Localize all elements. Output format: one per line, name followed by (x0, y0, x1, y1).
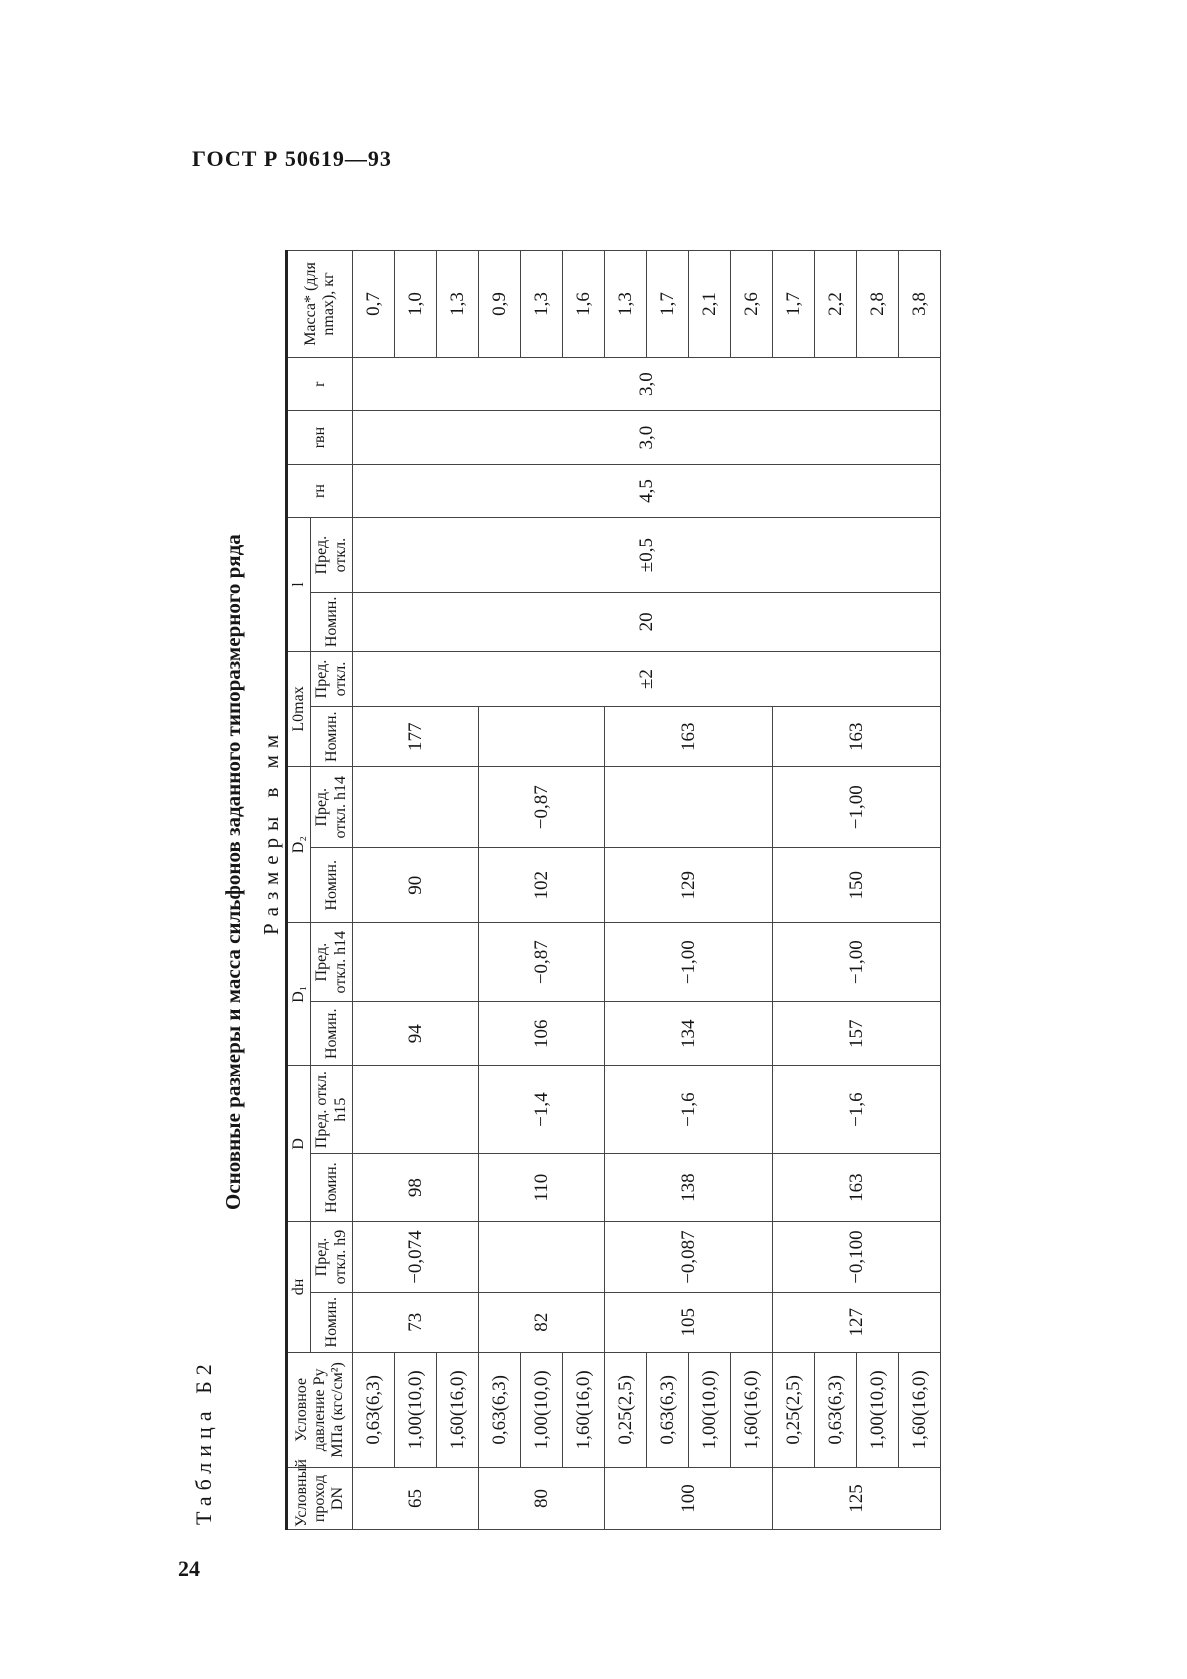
dn-nom-cell: 82 (479, 1292, 605, 1352)
r-cell: 3,0 (353, 357, 941, 410)
l0-dev-cell: ±2 (353, 651, 941, 707)
col-d1-nom: Номин. (311, 1002, 353, 1066)
d-nom-cell: 110 (479, 1153, 605, 1221)
d-nom-cell: 138 (605, 1153, 773, 1221)
py-cell: 1,00(10,0) (521, 1352, 563, 1467)
d1-dev-cell: −1,00 (605, 923, 773, 1002)
l0-nom-cell: 177 (353, 707, 479, 767)
d-nom-cell: 163 (773, 1153, 941, 1221)
mass-cell: 1,3 (437, 251, 479, 358)
py-cell: 1,00(10,0) (689, 1352, 731, 1467)
dn-dev-cell: −0,074 (353, 1222, 479, 1293)
col-d2-group: D₂ (287, 767, 311, 923)
rotated-table-block (185, 235, 1120, 1545)
table-caption: Основные размеры и масса сильфонов заданного типоразмерного ряда (221, 534, 245, 1210)
dn-nom-cell: 105 (605, 1292, 773, 1352)
d-dev-cell: −1,6 (773, 1066, 941, 1154)
col-rn-header: rн (287, 464, 353, 517)
mass-cell: 2,2 (815, 251, 857, 358)
py-cell: 1,60(16,0) (563, 1352, 605, 1467)
d2-nom-cell: 129 (605, 848, 773, 923)
col-r-header: r (287, 357, 353, 410)
col-d-group: D (287, 1066, 311, 1222)
col-dn-dev: Пред. откл. h9 (311, 1222, 353, 1293)
d1-nom-cell: 134 (605, 1002, 773, 1066)
col-dn-header: Условный проход DN (287, 1468, 353, 1530)
col-d1-group: D₁ (287, 923, 311, 1066)
mass-cell: 0,7 (353, 251, 395, 358)
mass-cell: 3,8 (899, 251, 941, 358)
d-nom-cell: 98 (353, 1153, 479, 1221)
dn-dev-cell (479, 1222, 605, 1293)
mass-cell: 1,6 (563, 251, 605, 358)
rn-cell: 4,5 (353, 464, 941, 517)
col-l-dev: Пред. откл. (311, 518, 353, 593)
mass-cell: 2,8 (857, 251, 899, 358)
dn-cell: 80 (479, 1468, 605, 1530)
col-l-nom: Номин. (311, 593, 353, 652)
d-dev-cell: −1,6 (605, 1066, 773, 1154)
col-mass-header: Масса* (для nmax), кг (287, 251, 353, 358)
page-number: 24 (178, 1556, 200, 1581)
d1-nom-cell: 157 (773, 1002, 941, 1066)
dn-dev-cell: −0,087 (605, 1222, 773, 1293)
mass-cell: 1,7 (773, 251, 815, 358)
mass-cell: 1,3 (605, 251, 647, 358)
table-label: Таблица Б2 (191, 1358, 216, 1525)
mass-cell: 0,9 (479, 251, 521, 358)
py-cell: 1,60(16,0) (731, 1352, 773, 1467)
d2-dev-cell: −1,00 (773, 767, 941, 848)
document-header: ГОСТ Р 50619—93 (192, 146, 392, 171)
col-rvn-header: rвн (287, 411, 353, 464)
col-d1-dev: Пред. откл. h14 (311, 923, 353, 1002)
d1-dev-cell: −1,00 (773, 923, 941, 1002)
l-nom-cell: 20 (353, 593, 941, 652)
col-dn-nom: Номин. (311, 1292, 353, 1352)
dn-dev-cell: −0,100 (773, 1222, 941, 1293)
d1-nom-cell: 106 (479, 1002, 605, 1066)
mass-cell: 2,6 (731, 251, 773, 358)
d1-nom-cell: 94 (353, 1002, 479, 1066)
col-dn-group: dн (287, 1222, 311, 1352)
l0-nom-cell (479, 707, 605, 767)
d2-nom-cell: 102 (479, 848, 605, 923)
col-l0-group: L0max (287, 651, 311, 766)
d2-dev-cell (353, 767, 479, 848)
d2-nom-cell: 150 (773, 848, 941, 923)
mass-cell: 1,3 (521, 251, 563, 358)
mass-cell: 1,7 (647, 251, 689, 358)
mass-cell: 2,1 (689, 251, 731, 358)
d2-dev-cell (605, 767, 773, 848)
dn-nom-cell: 127 (773, 1292, 941, 1352)
py-cell: 0,63(6,3) (479, 1352, 521, 1467)
col-l-group: l (287, 518, 311, 652)
mass-cell: 1,0 (395, 251, 437, 358)
py-cell: 0,25(2,5) (773, 1352, 815, 1467)
col-l0-dev: Пред. откл. (311, 651, 353, 707)
d2-nom-cell: 90 (353, 848, 479, 923)
dimensions-table (285, 250, 941, 1530)
py-cell: 0,25(2,5) (605, 1352, 647, 1467)
col-d-dev: Пред. откл. h15 (311, 1066, 353, 1154)
table-subcaption: Размеры в мм (259, 727, 283, 935)
py-cell: 1,60(16,0) (899, 1352, 941, 1467)
d2-dev-cell: −0,87 (479, 767, 605, 848)
l-dev-cell: ±0,5 (353, 518, 941, 593)
dn-cell: 125 (773, 1468, 941, 1530)
l0-nom-cell: 163 (605, 707, 773, 767)
d1-dev-cell: −0,87 (479, 923, 605, 1002)
dn-cell: 65 (353, 1468, 479, 1530)
py-cell: 0,63(6,3) (647, 1352, 689, 1467)
l0-nom-cell: 163 (773, 707, 941, 767)
col-d-nom: Номин. (311, 1153, 353, 1221)
col-l0-nom: Номин. (311, 707, 353, 767)
py-cell: 1,60(16,0) (437, 1352, 479, 1467)
col-d2-nom: Номин. (311, 848, 353, 923)
d-dev-cell: −1,4 (479, 1066, 605, 1154)
col-d2-dev: Пред. откл. h14 (311, 767, 353, 848)
py-cell: 0,63(6,3) (815, 1352, 857, 1467)
py-cell: 0,63(6,3) (353, 1352, 395, 1467)
col-py-header: Условное давление Py МПа (кгс/см²) (287, 1352, 353, 1467)
rvn-cell: 3,0 (353, 411, 941, 464)
py-cell: 1,00(10,0) (857, 1352, 899, 1467)
dn-cell: 100 (605, 1468, 773, 1530)
py-cell: 1,00(10,0) (395, 1352, 437, 1467)
d-dev-cell (353, 1066, 479, 1154)
dn-nom-cell: 73 (353, 1292, 479, 1352)
d1-dev-cell (353, 923, 479, 1002)
